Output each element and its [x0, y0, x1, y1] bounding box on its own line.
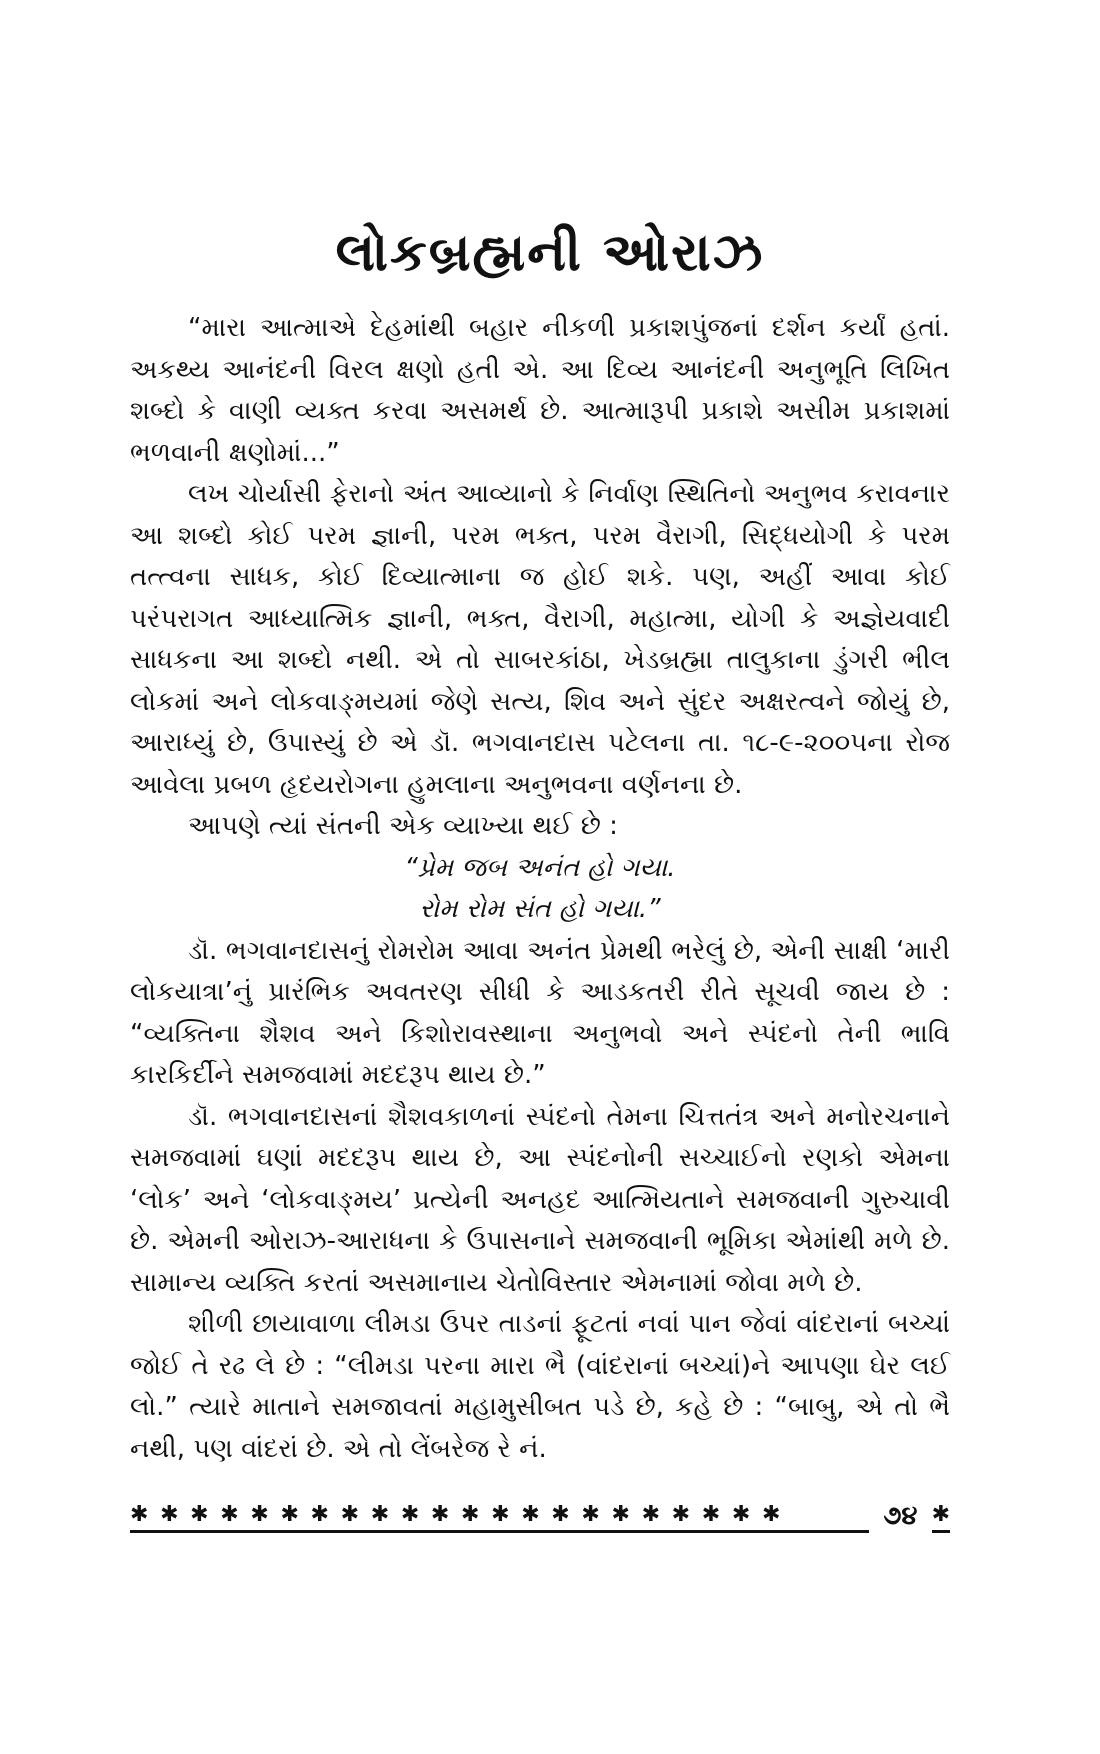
paragraph-4: ડૉ. ભગવાનદાસનું રોમરોમ આવા અનંત પ્રેમથી ભરેલું છે, એની સાક્ષી ‘મારી લોકયાત્રા’નું પ્રારંભિક અવતરણ સીધી કે આડકતરી રીતે સૂચવી જાય છે : “વ્યક્તિના શૈશવ અને કિશોરાવસ્થાના અનુભવો અને સ્પંદનો તેની ભાવિ કારકિર્દીને સમજવામાં મદદરૂપ થાય છે.”: [130, 935, 950, 1090]
paragraph-3: આપણે ત્યાં સંતની એક વ્યાખ્યા થઈ છે :: [188, 811, 618, 841]
end-star-icon: ✱: [932, 1500, 950, 1533]
paragraph-6: શીળી છાયાવાળા લીમડા ઉપર તાડનાં ફૂટતાં નવાં પાન જેવાં વાંદરાનાં બચ્ચાં જોઈ તે રઢ લે છે : “લીમડા પરના મારા ભૈ (વાંદરાનાં બચ્ચાં)ને આપણા ઘેર લઈ લો.” ત્યારે માતાને સમજાવતાં મહામુસીબત પડે છે, કહે છે : “બાબુ, એ તો ભૈ નથી, પણ વાંદરાં છે. એ તો લેંબરેજ રે નં.: [130, 1309, 950, 1464]
star-rule: ✱ ✱ ✱ ✱ ✱ ✱ ✱ ✱ ✱ ✱ ✱ ✱ ✱ ✱ ✱ ✱ ✱ ✱ ✱ ✱ ✱ ✱: [130, 1500, 869, 1533]
page-footer: [130, 1496, 950, 1536]
page-number: ૭૪: [883, 1500, 918, 1531]
paragraph-5: ડૉ. ભગવાનદાસનાં શૈશવકાળનાં સ્પંદનો તેમના ચિત્તતંત્ર અને મનોરચનાને સમજવામાં ઘણાં મદદરૂપ થાય છે, આ સ્પંદનોની સચ્ચાઈનો રણકો એમના ‘લોક’ અને ‘લોકવાઙ્મય’ પ્રત્યેની અનહદ આત્મિયતાને સમજવાની ગુરુચાવી છે. એમની ઓરાઝ-આરાધના કે ઉપાસનાને સમજવાની ભૂમિકા એમાંથી મળે છે. સામાન્ય વ્યક્તિ કરતાં અસમાનાય ચેતોવિસ્તાર એમનામાં જોવા મળે છે.: [130, 1101, 950, 1298]
verse-line-2: રોમ રોમ સંત હો ગયા.”: [419, 894, 661, 924]
body-text: [130, 308, 950, 1470]
chapter-title: લોકબ્રહ્મની ઓરાઝ: [335, 222, 765, 283]
paragraph-quote: “મારા આત્માએ દેહમાંથી બહાર નીકળી પ્રકાશપુંજનાં દર્શન કર્યાં હતાં. અકથ્ય આનંદની વિરલ ક્ષણો હતી એ. આ દિવ્ય આનંદની અનુભૂતિ લિખિત શબ્દો કે વાણી વ્યક્ત કરવા અસમર્થ છે. આત્મારૂપી પ્રકાશે અસીમ પ્રકાશમાં ભળવાની ક્ષણોમાં...”: [130, 313, 950, 468]
paragraph-2: લખ ચોર્યાસી ફેરાનો અંત આવ્યાનો કે નિર્વાણ સ્થિતિનો અનુભવ કરાવનાર આ શબ્દો કોઈ પરમ જ્ઞાની, પરમ ભક્ત, પરમ વૈરાગી, સિદ્ધયોગી કે પરમ તત્ત્વના સાધક, કોઈ દિવ્યાત્માના જ હોઈ શકે. પણ, અહીં આવા કોઈ પરંપરાગત આધ્યાત્મિક જ્ઞાની, ભક્ત, વૈરાગી, મહાત્મા, યોગી કે અજ્ઞેયવાદી સાધકના આ શબ્દો નથી. એ તો સાબરકાંઠા, ખેડબ્રહ્મા તાલુકાના ડુંગરી ભીલ લોકમાં અને લોકવાઙ્મયમાં જેણે સત્ય, શિવ અને સુંદર અક્ષરત્વને જોયું છે, આરાધ્યું છે, ઉપાસ્યું છે એ ડૉ. ભગવાનદાસ પટેલના તા. ૧૮-૯-૨૦૦૫ના રોજ આવેલા પ્રબળ હૃદયરોગના હુમલાના અનુભવના વર્ણનના છે.: [130, 479, 950, 800]
verse-line-1: “પ્રેમ જબ અનંત હો ગયા.: [404, 852, 676, 883]
